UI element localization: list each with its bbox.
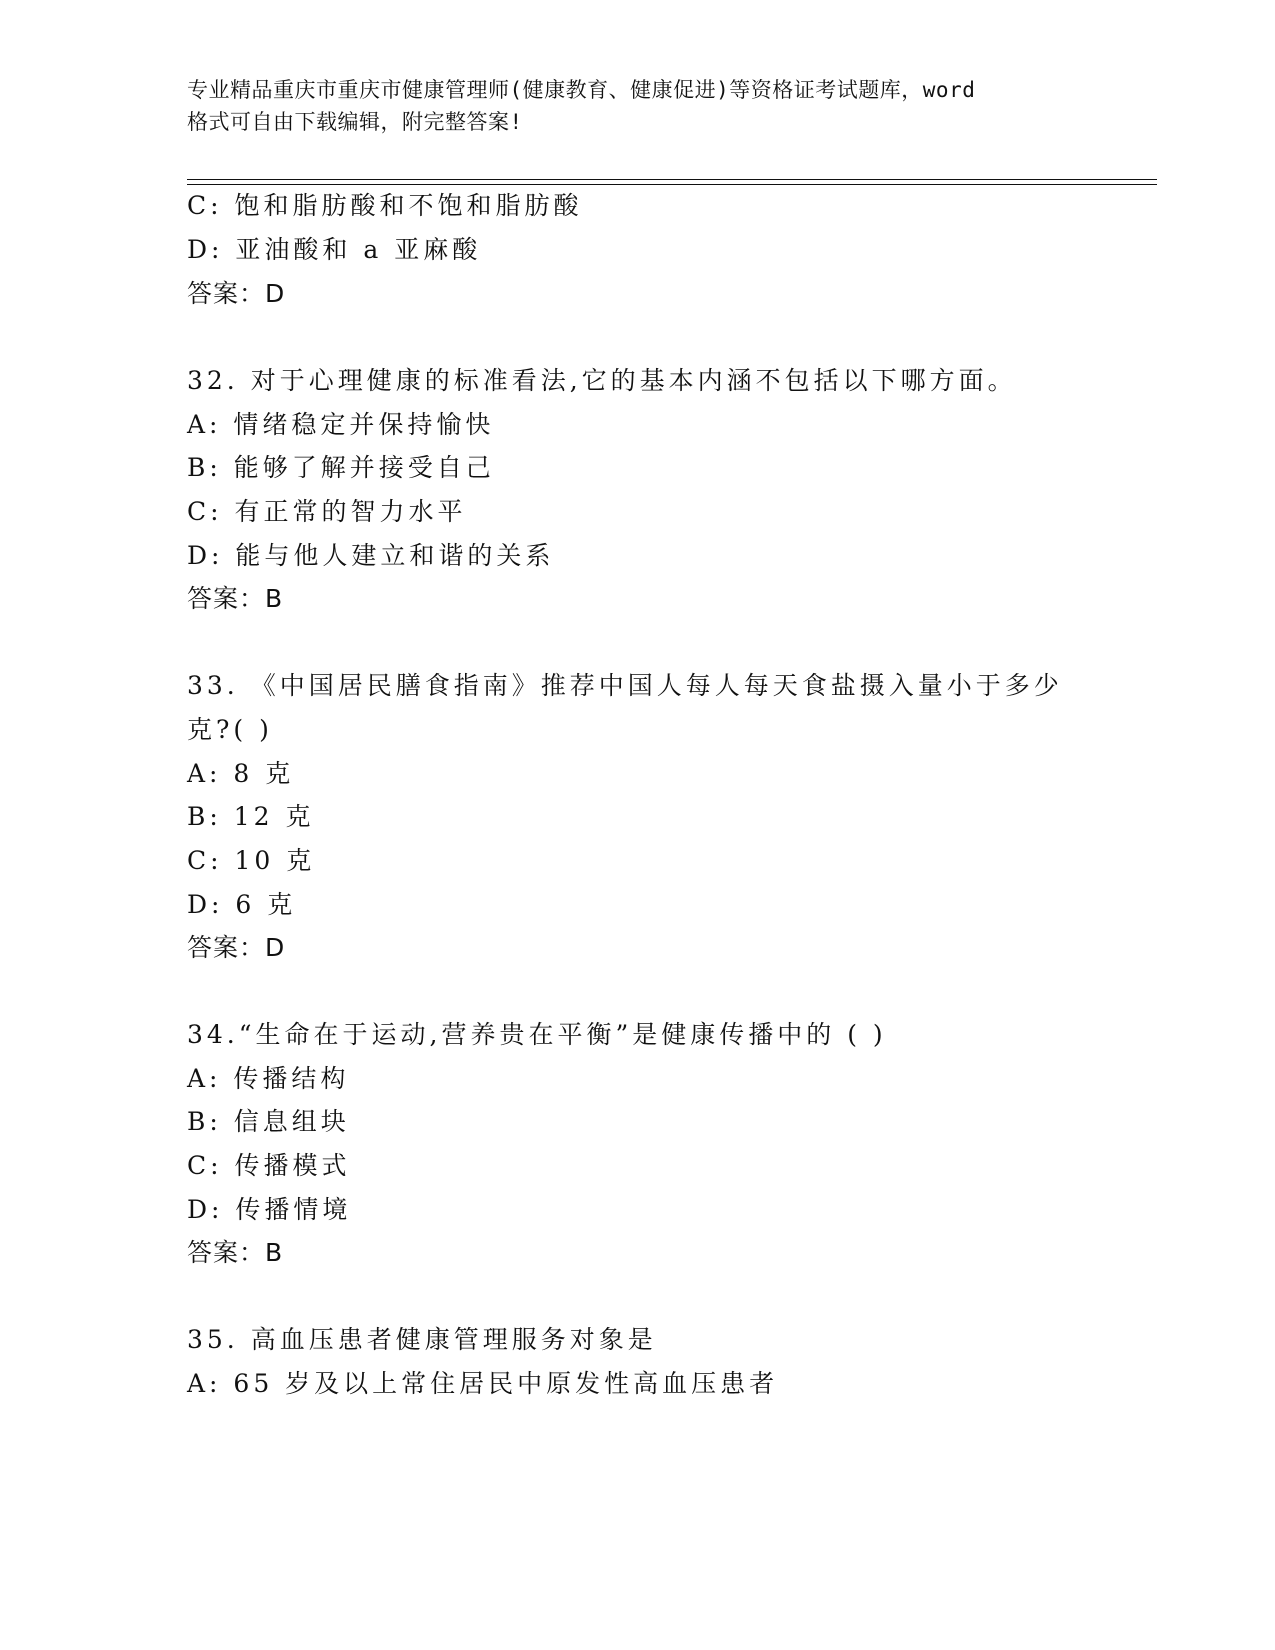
question-32-option-d: D: 能与他人建立和谐的关系 bbox=[187, 541, 555, 570]
question-32-answer: 答案：B bbox=[187, 584, 284, 613]
question-33-option-b: B: 12 克 bbox=[187, 802, 315, 831]
question-34-option-c: C: 传播模式 bbox=[187, 1151, 351, 1180]
header-divider-bottom bbox=[187, 184, 1157, 185]
question-34-option-d: D: 传播情境 bbox=[187, 1195, 352, 1224]
question-32-stem: 32. 对于心理健康的标准看法,它的基本内涵不包括以下哪方面。 bbox=[187, 366, 1017, 395]
question-35-stem: 35. 高血压患者健康管理服务对象是 bbox=[187, 1325, 657, 1354]
header-divider-top bbox=[187, 179, 1157, 180]
question-32-option-c: C: 有正常的智力水平 bbox=[187, 497, 467, 526]
header-line-1: 专业精品重庆市重庆市健康管理师(健康教育、健康促进)等资格证考试题库，word bbox=[187, 78, 976, 102]
question-32-option-b: B: 能够了解并接受自己 bbox=[187, 453, 495, 482]
question-34-stem: 34.“生命在于运动,营养贵在平衡”是健康传播中的 ( ) bbox=[187, 1020, 887, 1049]
continued-option-c: C: 饱和脂肪酸和不饱和脂肪酸 bbox=[187, 191, 583, 220]
question-33-stem: 33. 《中国居民膳食指南》推荐中国人每人每天食盐摄入量小于多少 bbox=[187, 671, 1063, 700]
header-line-2: 格式可自由下载编辑，附完整答案! bbox=[187, 110, 523, 134]
question-33-option-c: C: 10 克 bbox=[187, 846, 316, 875]
continued-option-d: D: 亚油酸和 a 亚麻酸 bbox=[187, 235, 482, 264]
question-33-option-d: D: 6 克 bbox=[187, 890, 297, 919]
continued-answer: 答案：D bbox=[187, 279, 286, 308]
question-34-option-a: A: 传播结构 bbox=[187, 1064, 350, 1093]
question-33-option-a: A: 8 克 bbox=[187, 759, 295, 788]
question-33-answer: 答案：D bbox=[187, 933, 286, 962]
question-32-option-a: A: 情绪稳定并保持愉快 bbox=[187, 410, 495, 439]
question-34-answer: 答案：B bbox=[187, 1238, 284, 1267]
question-35-option-a: A: 65 岁及以上常住居民中原发性高血压患者 bbox=[187, 1369, 779, 1398]
document-header bbox=[187, 74, 1087, 138]
question-33-stem-continued: 克?( ) bbox=[187, 715, 273, 744]
question-34-option-b: B: 信息组块 bbox=[187, 1107, 350, 1136]
